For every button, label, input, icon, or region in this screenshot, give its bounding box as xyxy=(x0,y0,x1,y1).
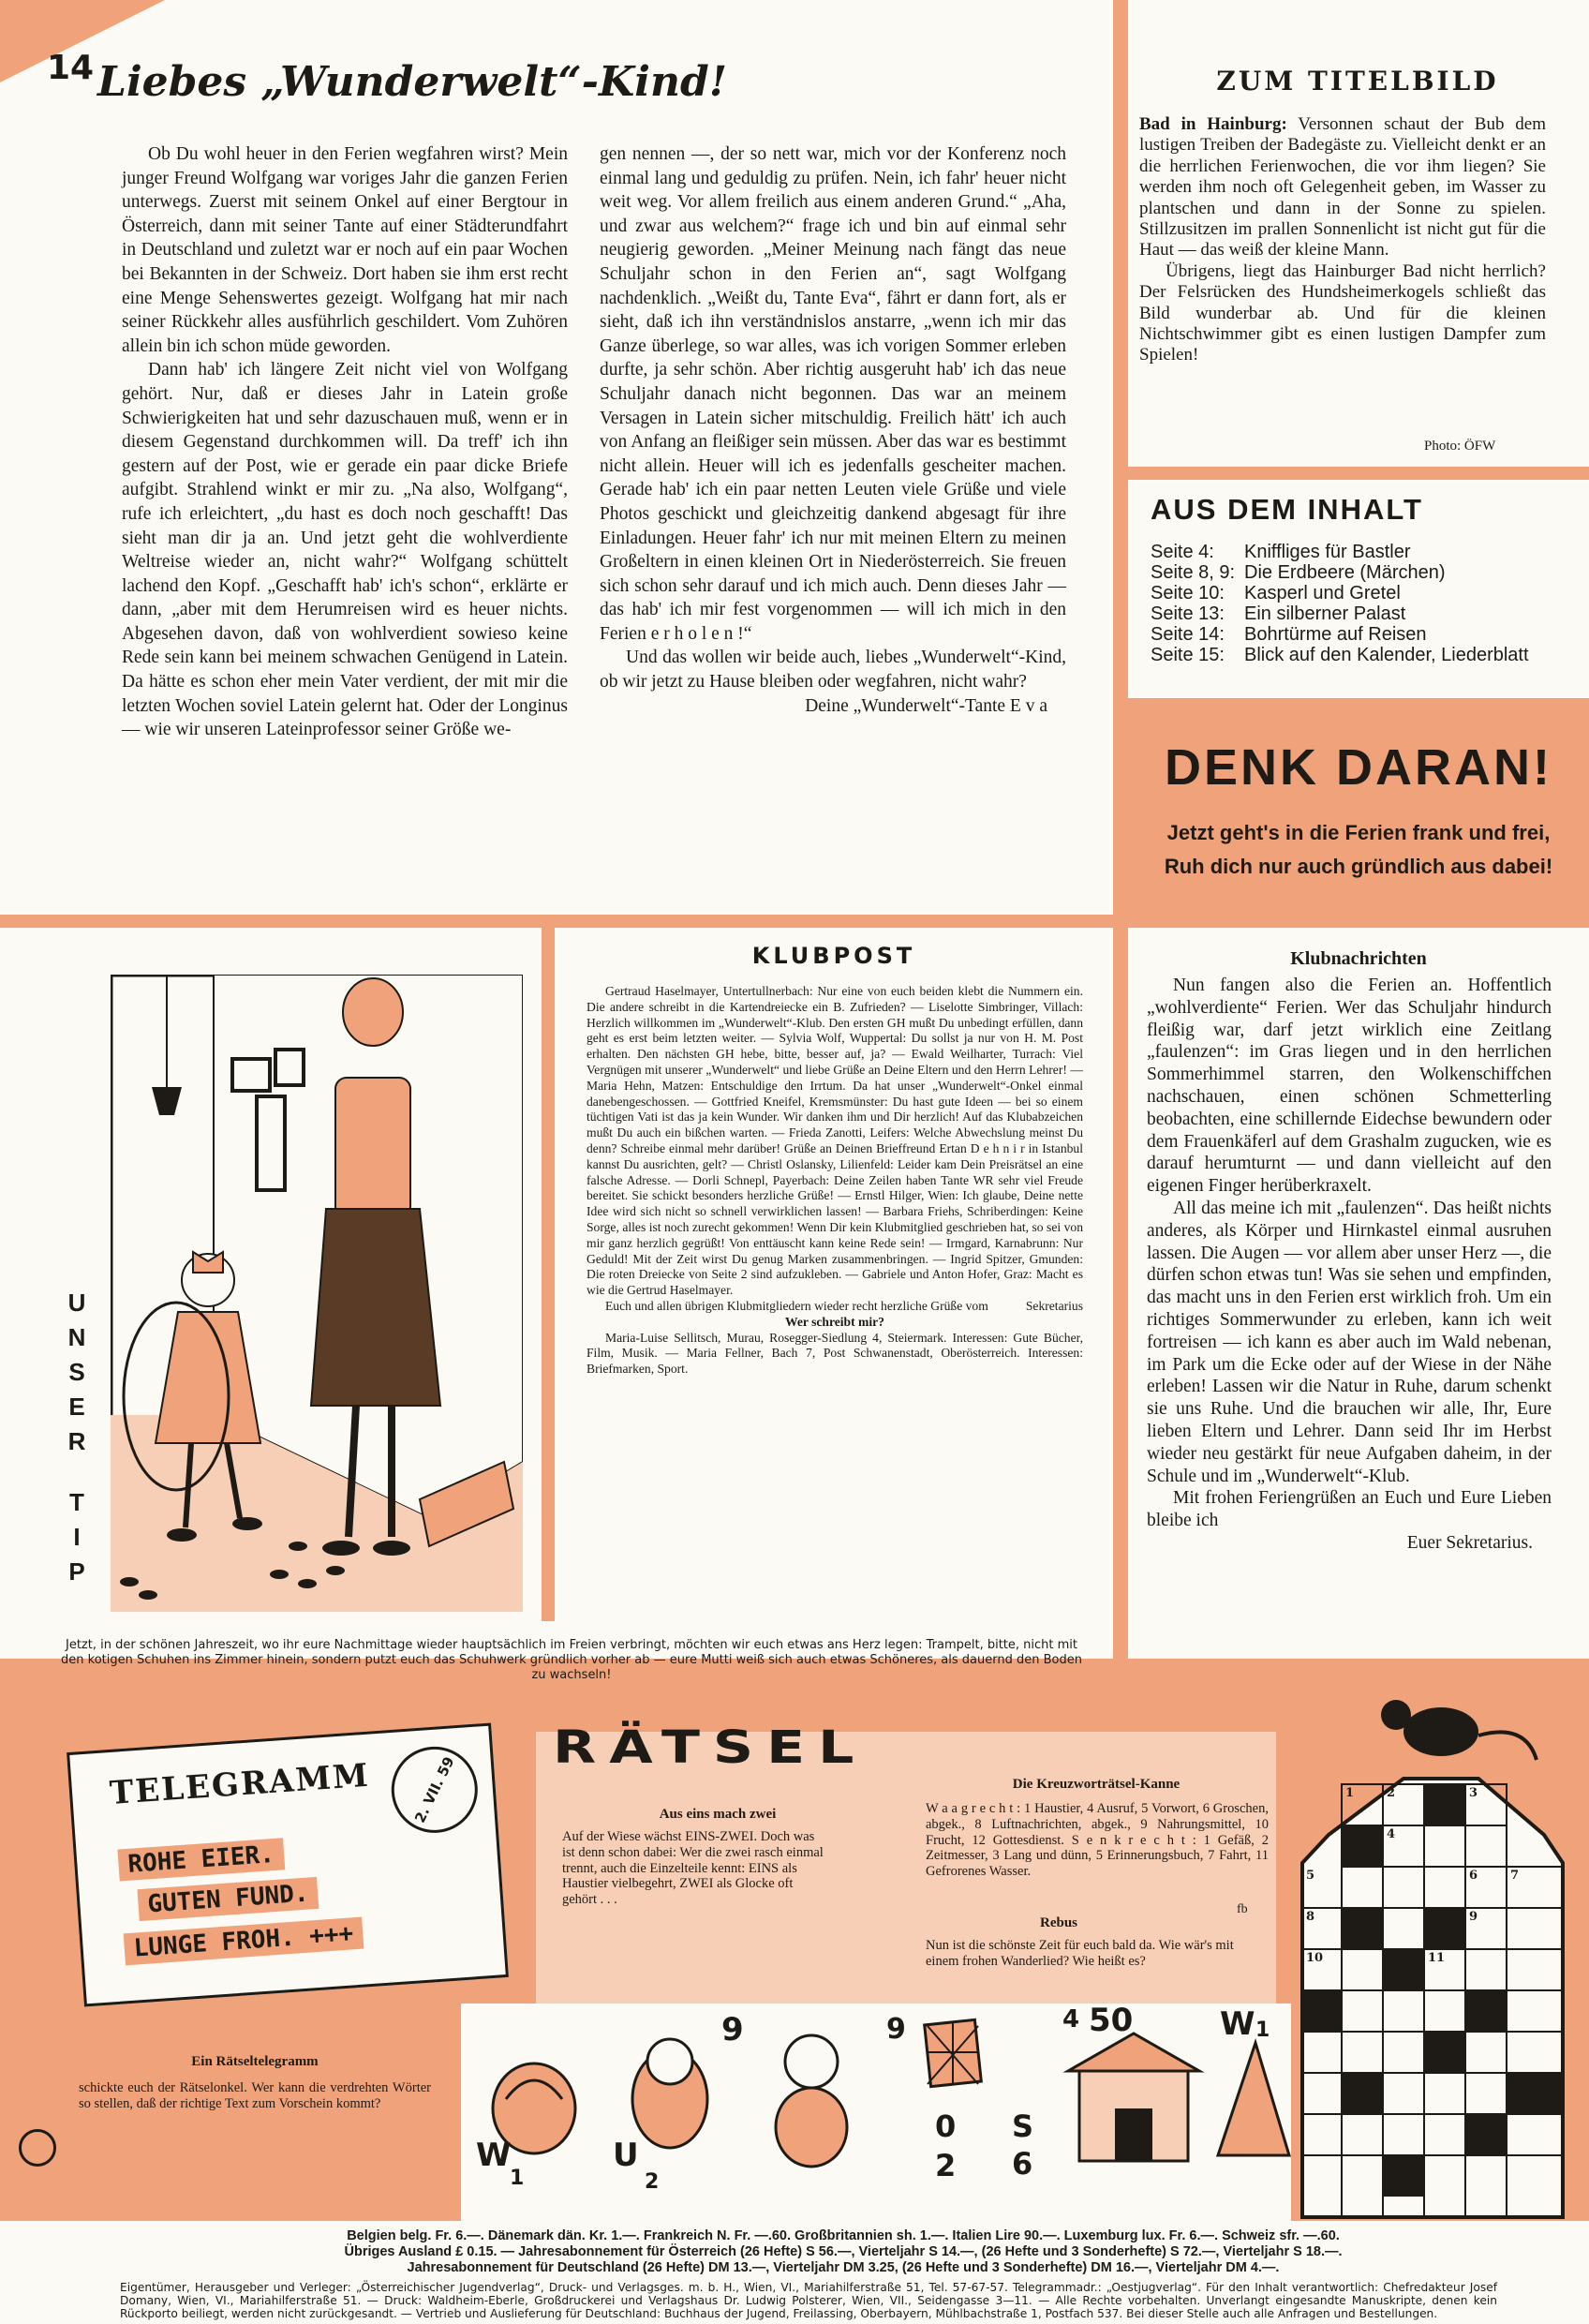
unser-tip-illustration xyxy=(111,975,523,1612)
rebus-mark: U xyxy=(613,2137,639,2174)
titelbild-heading: ZUM TITELBILD xyxy=(1216,66,1499,97)
rebus-mark: 2 xyxy=(645,2170,660,2194)
footer-prices-2: Übriges Ausland £ 0.15. — Jahresabonnement für Österreich (26 Hefte) S 56.—, Vierteljahr S 14.—, (26 Hefte und 3 Sonderhefte) S 72.—, Vierteljahr S 18.—. xyxy=(344,2244,1343,2259)
eins-heading: Aus eins mach zwei xyxy=(659,1807,777,1822)
inhalt-item[interactable]: Seite 8, 9: Die Erdbeere (Märchen) xyxy=(1151,562,1446,583)
grid-number: 3 xyxy=(1469,1786,1478,1800)
kanne-text: W a a g r e c h t : 1 Haustier, 4 Ausruf, 5 Vorwort, 6 Groschen, abgek., 8 Luftnachrichten, abgek., 9 Nahrungsmittel, 10 Frucht, 12 Gottesdienst. S e n k r e c h t : 1 Gefäß, 2 Zeitmesser, 3 Lang und dünn, 5 Erinnerungsbuch, 7 Fahrt, 11 Gefrorenes Wasser. xyxy=(926,1801,1269,1880)
grid-number: 10 xyxy=(1306,1951,1324,1965)
letter-column-2 xyxy=(600,142,1066,718)
klubnachrichten-signature: Euer Sekretarius. xyxy=(1406,1532,1533,1553)
divider-vertical-mid-right xyxy=(1113,928,1128,1659)
telegram-stamp xyxy=(389,1744,481,1836)
letter-paragraph: Und das wollen wir beide auch, liebes „Wunderwelt“-Kind, ob wir jetzt zu Hause bleiben oder wegfahren, nicht wahr? xyxy=(600,648,1066,693)
eins-text: Auf der Wiese wächst EINS-ZWEI. Doch was ist denn schon dabei: Wer die zwei rasch einmal trennt, auch die Einzelteile kennt: EINS als Haustier vielbegehrt, ZWEI als Glocke oft gehört . . . xyxy=(562,1829,824,1908)
rebus-mark: 2 xyxy=(935,2148,957,2183)
letter-paragraph: Dann hab' ich längere Zeit nicht viel von Wolfgang gehört. Nur, daß er dieses Jahr in Latein große Schwierigkeiten hat und sehr dazuschauen muß, wenn er in diesem Gegenstand durchkommen will. Da treff' ich ihn gestern auf der Post, wie er gerade ein paar dicke Briefe aufgibt. Strahlend winkt er mir zu. „Na also, Wolfgang“, rufe ich erleichtert, „du hast es doch noch geschafft! Das sieht man dir ja an. Und jetzt geht die wohlverdiente Weltreise wieder an, nicht wahr?“ Wolfgang schüttelt lachend den Kopf. „Geschafft hab' ich's schon“, erklärte er dann, „aber mit dem Herumreisen wird es heuer nichts. Abgesehen davon, daß von wohlverdient sowieso keine Rede sein kann bei meinem schwachen Genügend in Latein. Da hätte es schon eher mein Vater verdient, der mit mir die letzten Wochen soviel Latein gelernt hat. Oder der Longinus — wie wir unseren Lateinprofessor seiner Größe we- xyxy=(122,360,568,740)
crossword-can xyxy=(1291,1694,1572,2219)
rebus-mark: 50 xyxy=(1089,2002,1134,2039)
klubnachrichten-paragraph: Nun fangen also die Ferien an. Hoffentlich „wohlverdiente“ Ferien. Wer das Schuljahr hindurch fleißig war, darf jetzt wirklich eine Zeitlang „faulenzen“: im Gras liegen und in den herrlichen Sommerhimmel starren, den Wolkenschiffchen nachschauen, einen schönen Schmetterling beobachten, eine schillernde Eidechse bewundern oder dem Frauenkäferl auf dem Grashalm zugucken, wie es darauf herumturnt — und dann vielleicht auf den eigenen Finger herüberkraxelt. xyxy=(1147,976,1552,1197)
inhalt-item[interactable]: Seite 15: Blick auf den Kalender, Liederblatt xyxy=(1151,645,1529,665)
letter-paragraph: Ob Du wohl heuer in den Ferien wegfahren wirst? Mein junger Freund Wolfgang war voriges Jahr die ganzen Ferien unterwegs. Zuerst mit seinem Onkel auf einer Bergtour in Österreich, dann mit seiner Tante auf einer Städterundfahrt in Deutschland und zuletzt war er noch auf ein paar Wochen bei Bekannten in der Schweiz. Dort haben sie ihm erst recht eine Menge Sehenswertes gezeigt. Wolfgang hat mir nach seiner Rückkehr alles ausführlich geschildert. Vom Zuhören allein bin ich schon müde geworden. xyxy=(122,144,568,356)
rebus-mark: 4 xyxy=(1062,2005,1080,2034)
grid-number: 11 xyxy=(1428,1951,1446,1965)
kanne-heading: Die Kreuzworträtsel-Kanne xyxy=(1012,1777,1181,1792)
telegram-strip-1: ROHE EIER. xyxy=(117,1838,284,1881)
wer-schreibt-text: Maria-Luise Sellitsch, Murau, Rosegger-Siedlung 4, Steiermark. Interessen: Gute Bücher, Film, Musik. — Maria Fellner, Bach 7, Post Schwanenstadt, Oberösterreich. Interessen: Briefmarken, Sport. xyxy=(587,1330,1083,1377)
grid-number: 7 xyxy=(1510,1869,1520,1883)
divider-vertical-mid-left xyxy=(542,928,555,1621)
grid-number: 4 xyxy=(1387,1827,1396,1841)
divider-right-2 xyxy=(1128,698,1589,711)
titelbild-text-2: Übrigens, liegt das Hainburger Bad nicht herrlich? Der Felsrücken des Hundsheimerkogels schließt das Bild wunderbar ab. Und für die kleinen Nichtschwimmer gibt es einen lustigen Dampfer zum Spielen! xyxy=(1139,261,1546,365)
grid-number: 12 xyxy=(1306,1992,1324,2006)
rebus-mark: 0 xyxy=(935,2108,957,2144)
rebus-mark: 6 xyxy=(1012,2146,1033,2182)
denk-daran-heading: DENK DARAN! xyxy=(1165,739,1552,796)
rebus-pictures xyxy=(468,2002,1293,2219)
rebus-mark: 1 xyxy=(510,2167,525,2190)
klubnachrichten-paragraph: All das meine ich mit „faulenzen“. Das heißt nichts anderes, als Körper und Hirnkastel einmal ausruhen lassen. Die Augen — vor allem aber unser Herz —, die dürfen schon etwas tun! Was sie sehen und empfinden, das macht uns in den Ferien erst wirklich froh. Um ein richtiges Sommerwunder zu erleben, kann ich weit fortreisen — ich kann es aber auch im Wald nebenan, im Park um die Ecke oder auf der Wiese in der Nähe erleben! Lassen wir die Natur in Ruhe, darum schenkt sie uns Ruhe. Und die brauchen wir alle, Ihr, Eure lieben Eltern und Lehrer. Dann seid Ihr im Herbst wieder neu gestärkt für neue Aufgaben daheim, in der Schule und im „Wunderwelt“-Klub. xyxy=(1147,1198,1552,1486)
klubnachrichten-paragraph: Mit frohen Feriengrüßen an Euch und Eure Lieben bleibe ich xyxy=(1147,1488,1552,1531)
telegram-card xyxy=(67,1722,509,2006)
telegram-heading: Ein Rätseltelegramm xyxy=(191,2054,319,2069)
page-number: 14 xyxy=(47,49,95,87)
divider-horizontal-top xyxy=(0,915,1589,928)
grid-number: 2 xyxy=(1387,1786,1396,1800)
wer-schreibt-heading: Wer schreibt mir? xyxy=(785,1314,884,1329)
divider-right-1 xyxy=(1128,467,1589,480)
inhalt-item[interactable]: Seite 10: Kasperl und Gretel xyxy=(1151,583,1401,603)
rebus-mark: 9 xyxy=(721,2011,744,2048)
footer-prices-3: Jahresabonnement für Deutschland (26 Hefte) DM 13.—, Vierteljahr DM 3.25, (26 Hefte und 3 Sonderhefte) DM 16.—, Vierteljahr DM 4.—. xyxy=(407,2260,1280,2275)
unser-tip-vertical: U N S E R T I P xyxy=(67,1289,86,1586)
klubnachrichten-heading: Klubnachrichten xyxy=(1290,948,1427,969)
girls-indoor-illustration xyxy=(111,975,523,1612)
inhalt-list xyxy=(1151,542,1563,665)
rebus-mark: W xyxy=(1220,2005,1255,2043)
photo-credit: Photo: ÖFW xyxy=(1424,439,1496,454)
grid-number: 5 xyxy=(1306,1869,1315,1883)
kanne-credit: fb xyxy=(1237,1902,1248,1916)
raetsel-heading: RÄTSEL xyxy=(553,1721,868,1774)
rebus-text: Nun ist die schönste Zeit für euch bald da. Wie wär's mit einem frohen Wanderlied? Wie heißt es? xyxy=(926,1938,1234,1969)
klubpost-heading: KLUBPOST xyxy=(751,943,916,969)
rebus-mark: S xyxy=(1012,2108,1034,2144)
klubpost-text xyxy=(587,984,1083,1378)
footer-prices xyxy=(131,2228,1555,2276)
titelbild-text xyxy=(1139,114,1546,366)
inhalt-item[interactable]: Seite 13: Ein silberner Palast xyxy=(1151,603,1406,624)
rebus-heading: Rebus xyxy=(1040,1915,1078,1930)
unser-tip-caption: Jetzt, in der schönen Jahreszeit, wo ihr eure Nachmittage wieder hauptsächlich im Freien verbringt, möchten wir euch etwas ans Herz legen: Trampelt, bitte, nicht mit den kotigen Schuhen ins Zimmer hinein, sondern putzt euch das Schuhwerk gründlich vorher ab — eure Mutti weiß sich auch etwas Schöneres, als dauernd den Boden zu wachseln! xyxy=(61,1638,1082,1682)
titelbild-lead: Bad in Hainburg: xyxy=(1139,114,1287,134)
rebus-mark: W xyxy=(476,2137,512,2174)
klubpost-closing: Euch und allen übrigen Klubmitgliedern wieder recht herzliche Grüße vom Sekretarius xyxy=(605,1298,1083,1313)
denk-daran-line-1: Jetzt geht's in die Ferien frank und frei, xyxy=(1166,821,1551,844)
klubnachrichten-text xyxy=(1147,975,1552,1555)
grid-number: 8 xyxy=(1306,1910,1315,1924)
telegram-strip-2: GUTEN FUND. xyxy=(137,1877,319,1921)
telegram-title: TELEGRAMM xyxy=(108,1756,371,1813)
inhalt-item[interactable]: Seite 14: Bohrtürme auf Reisen xyxy=(1151,624,1427,645)
footer-imprint: Eigentümer, Herausgeber und Verleger: „Österreichischer Jugendverlag“, Druck- und Verlagsges. m. b. H., Wien, VI., Mariahilferstraße 51, Tel. 57-67-57. Telegrammadr.: „Oestjugverlag“. Für den Inhalt verantwortlich: Chefredakteur Josef Domany, Wien, VI., Mariahilferstraße 51. — Druck: Waldheim-Eberle, Großdruckerei und Verlagshaus Dr. Ludwig Polsterer, Wien, VII., Seidengasse 3—11. — Alle Rechte vorbehalten. Unverlangt eingesandte Manuskripte, denen kein Rückporto beiliegt, werden nicht zurückgesandt. — Vertrieb und Auslieferung für Deutschland: Buchhaus der Jugend, Freilassing, Oberbayern, Mühlbachstraße 1, Postfach 537. Bei dieser Stelle auch alle Anfragen und Bestellungen. xyxy=(120,2281,1497,2320)
grid-number: 1 xyxy=(1345,1786,1355,1800)
letter-column-1 xyxy=(122,142,568,742)
klubpost-body: Gertraud Haselmayer, Untertullnerbach: Nur eine von euch beiden klebt die Nummern ein. Die andere schreibt in die Kartendreiecke ein B. Zufrieden? — Liselotte Simbringer, Villach: Herzlich willkommen im „Wunderwelt“-Klub. Den ersten GH mußt Du unbedingt erfüllen, dann geht es erst beim letzten weiter. — Sylvia Wolf, Wuppertal: Du sollst ja nur von H. M. Post erhalten. Den nächsten GH hebe, bitte, besser auf, ja? — Ewald Weilharter, Turrach: Viel Vergnügen mit unserer „Wunderwelt“ und liebe Grüße an Deine Eltern und den Herrn Lehrer! — Maria Hehn, Matzen: Entschuldige den Irrtum. Da hat unser „Wunderwelt“-Onkel einmal danebengeschossen. — Gottfried Kneifel, Kremsmünster: Du hast gute Ideen — bei so einem tüchtigen Vati ist das ja kein Wunder. Wir danken ihm und Dir herzlich! Auf das Klubabzeichen mußt Du auch ein bißchen warten. — Frieda Zanotti, Leifers: Welche Abwechslung meinst Du denn? Schreibe einmal mehr darüber! Grüße an Deinen Brieffreund Ertan D e h n i r in Istanbul kannst Du ausrichten, gelt? — Christl Oslansky, Lilienfeld: Leider kam Dein Preisrätsel an eine falsche Adresse. — Dorli Schnepl, Payerbach: Deine Zeilen haben Tante WR sehr viel Freude bereitet. Sie schickt besonders herzliche Grüße! — Ernstl Hilger, Wien: Ich glaube, Deine nette Idee wird sich nicht so schnell verwirklichen lassen! — Barbara Friehs, Schriberdingen: Keine Sorge, alles ist noch zurecht gekommen! Wenn Dir kein Klubmitglied geschrieben hat, so sei von mir ganz herzlich gegrüßt! Von enttäuscht kann keine Rede sein! — Irmgard, Karnabrunn: Nur Geduld! Mit der Zeit wirst Du genug Marken zusammenbringen. — Ingrid Spitzer, Gmunden: Die roten Dreiecke von Seite 2 sind aufzukleben. — Gabriele und Anton Hofer, Graz: Macht es wie die Gertrud Haselmayer. xyxy=(587,984,1083,1298)
page-title: Liebes „Wunderwelt“-Kind! xyxy=(97,58,728,106)
divider-vertical-top xyxy=(1113,0,1128,918)
rebus-mark: 9 xyxy=(886,2013,906,2046)
telegram-stamp-date: 2. VII. 59 xyxy=(411,1753,458,1825)
inhalt-item[interactable]: Seite 4: Kniffliges für Bastler xyxy=(1151,542,1411,562)
grid-number: 6 xyxy=(1469,1869,1478,1883)
denk-daran-line-2: Ruh dich nur auch gründlich aus dabei! xyxy=(1164,855,1553,878)
grid-number: 9 xyxy=(1469,1910,1478,1924)
rebus-mark: 1 xyxy=(1255,2019,1270,2042)
letter-signature: Deine „Wunderwelt“-Tante E v a xyxy=(805,695,1047,716)
footer-prices-1: Belgien belg. Fr. 6.—. Dänemark dän. Kr. 1.—. Frankreich N. Fr. —.60. Großbritannien sh. 1.—. Italien Lire 90.—. Luxemburg lux. Fr. 6.—. Schweiz sfr. —.60. xyxy=(347,2228,1340,2243)
inhalt-heading: AUS DEM INHALT xyxy=(1151,493,1423,526)
titelbild-text-1: Versonnen schaut der Bub dem lustigen Treiben der Badegäste zu. Vielleicht denkt er an die herrlichen Ferienwochen, die vor ihm liegen? Sie werden ihm noch oft Gelegenheit geben, im Wasser zu plantschen und dann in der Sonne zu spielen. Stillzusitzen im prallen Sonnenlicht ist nicht gut für die Haut — das weiß der kleine Mann. xyxy=(1139,114,1546,261)
publisher-logo xyxy=(19,2129,56,2167)
letter-paragraph: gen nennen —, der so nett war, mich vor der Konferenz noch einmal lang und geduldig zu prüfen. Nein, ich fahr' heuer nicht weit weg. Vor allem freilich aus einem anderen Grund.“ „Aha, und zwar aus welchem?“ frage ich und bin auf einmal sehr neugierig geworden. „Meiner Meinung nach fängt das neue Schuljahr schon in den Ferien an“, sagt Wolfgang nachdenklich. „Weißt du, Tante Eva“, fährt er dann fort, als er sieht, daß ich ihn verständnislos anstarre, „wenn ich mir das Ganze überlege, so war alles, was ich vorigen Sommer erleben durfte, ja sehr schön. Aber richtig ausgeruht hab' ich das neue Schuljahr danach nicht begonnen. Das war an meinem Versagen in Latein sicher mitschuldig. Freilich hätt' ich auch von Anfang an fleißiger sein müssen. Aber das war es bestimmt nicht allein. Heuer will ich es jedenfalls gescheiter machen. Gerade hab' ich ein paar netten Leuten viele Grüße und viele Photos geschickt und gleichzeitig dankend abgesagt für ihre Einladungen. Heuer fahr' ich nur mit meinen Eltern zu meinen Großeltern in einen kleinen Ort in Niederösterreich. Sie freuen sich schon sehr darauf und ich mich auch. Denn dieses Jahr — das hab' ich mir fest vorgenommen — will ich mich in den Ferien e r h o l e n !“ xyxy=(600,144,1066,644)
telegram-text: schickte euch der Rätselonkel. Wer kann die verdrehten Wörter so stellen, daß der richtige Text zum Vorschein kommt? xyxy=(79,2080,431,2111)
telegram-strip-3: LUNGE FROH. +++ xyxy=(124,1917,364,1966)
rebus-illustration xyxy=(468,2005,1293,2219)
